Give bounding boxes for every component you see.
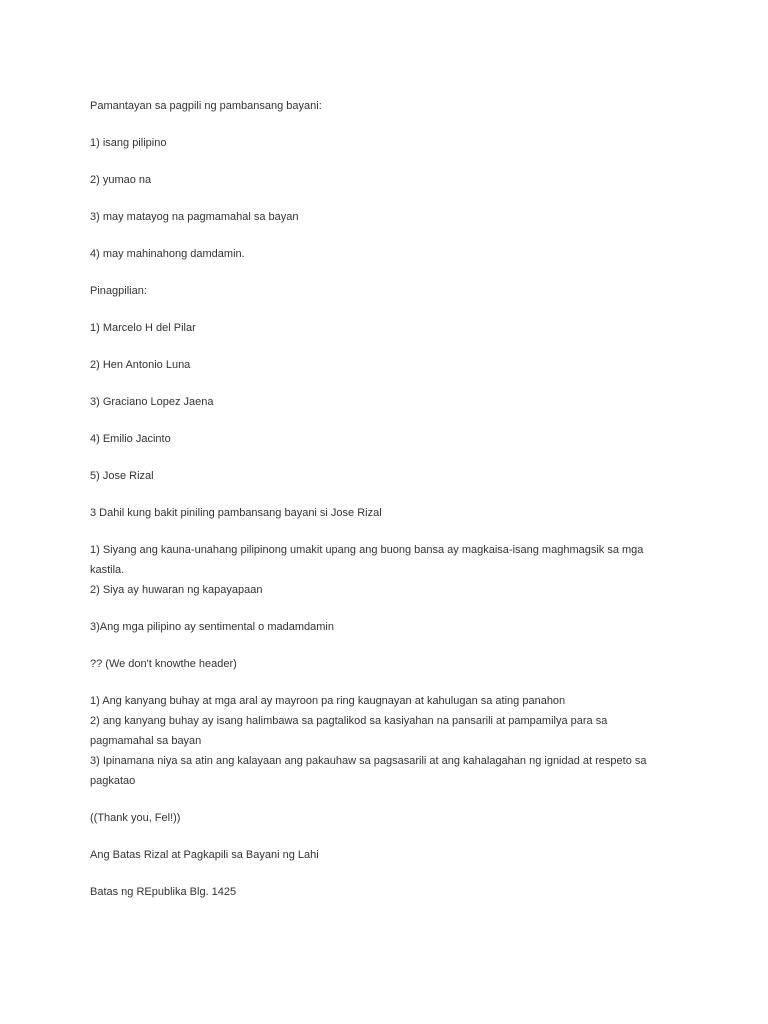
- law-number: Batas ng REpublika Blg. 1425: [90, 886, 237, 898]
- unknown-line: 2) ang kanyang buhay ay isang halimbawa sa pagtalikod sa kasiyahan na pansarili at pampamilya para sa: [90, 715, 608, 727]
- criteria-item: 1) isang pilipino: [90, 137, 167, 149]
- candidate-item: 5) Jose Rizal: [90, 470, 154, 482]
- reasons-heading: 3 Dahil kung bakit piniling pambansang bayani si Jose Rizal: [90, 507, 382, 519]
- unknown-line: pagmamahal sa bayan: [90, 735, 202, 747]
- reason-line: 2) Siya ay huwaran ng kapayapaan: [90, 584, 263, 596]
- reason-three: 3)Ang mga pilipino ay sentimental o madamdamin: [90, 621, 334, 633]
- candidate-item: 2) Hen Antonio Luna: [90, 359, 191, 371]
- criteria-item: 4) may mahinahong damdamin.: [90, 248, 245, 260]
- candidate-item: 3) Graciano Lopez Jaena: [90, 396, 214, 408]
- unknown-line: pagkatao: [90, 775, 136, 787]
- thanks-note: ((Thank you, Fel!)): [90, 812, 181, 824]
- criteria-item: 3) may matayog na pagmamahal sa bayan: [90, 211, 299, 223]
- candidates-heading: Pinagpilian:: [90, 285, 147, 297]
- candidate-item: 4) Emilio Jacinto: [90, 433, 171, 445]
- reasons-block: [90, 540, 690, 600]
- unknown-line: 3) Ipinamana niya sa atin ang kalayaan ang pakauhaw sa pagsasarili at ang kahalagahan ng ignidad at respeto sa: [90, 755, 647, 767]
- candidate-item: 1) Marcelo H del Pilar: [90, 322, 196, 334]
- unknown-heading: ?? (We don't knowthe header): [90, 658, 237, 670]
- reason-line: kastila.: [90, 564, 125, 576]
- unknown-block: [90, 691, 690, 791]
- law-title: Ang Batas Rizal at Pagkapili sa Bayani ng Lahi: [90, 849, 319, 861]
- document-body: [90, 96, 690, 919]
- reason-line: 1) Siyang ang kauna-unahang pilipinong umakit upang ang buong bansa ay magkaisa-isang maghmagsik sa mga: [90, 544, 644, 556]
- criteria-item: 2) yumao na: [90, 174, 152, 186]
- criteria-heading: Pamantayan sa pagpili ng pambansang bayani:: [90, 100, 322, 112]
- unknown-line: 1) Ang kanyang buhay at mga aral ay mayroon pa ring kaugnayan at kahulugan sa ating panahon: [90, 695, 566, 707]
